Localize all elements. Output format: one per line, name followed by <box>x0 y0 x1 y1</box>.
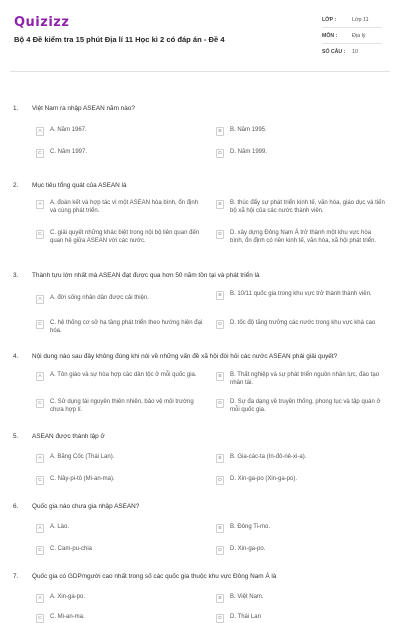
option-text: A. đời sống nhân dân được cải thiện. <box>50 295 149 301</box>
question-text: ASEAN được thành lập ở <box>32 433 105 440</box>
option-text: D. Xin-ga-po. <box>230 546 266 552</box>
option-letter-badge: C <box>36 320 44 329</box>
question-header <box>10 353 390 360</box>
option-text: D. xây dựng Đông Nam Á trở thành một khu vực hòa bình, ổn định có nền kinh tế, văn hóa, xã hội phát triển. <box>230 230 377 244</box>
question-header <box>10 182 390 189</box>
meta-row-question-count <box>322 44 382 60</box>
worksheet-title: Bộ 4 Đề kiểm tra 15 phút Địa lí 11 Học kì 2 có đáp án - Đề 4 <box>14 35 225 44</box>
option-letter-badge: B <box>216 372 224 381</box>
option-letter-badge: C <box>36 476 44 485</box>
option-text: B. Việt Nam. <box>230 594 264 600</box>
question-text: Thành tựu lớn nhất mà ASEAN đạt được qua hơn 50 năm tồn tại và phát triển là <box>32 272 260 279</box>
answer-option-b[interactable] <box>216 200 386 215</box>
option-text: D. Xin-ga-po (Xin-ga-po). <box>230 476 298 482</box>
question-number: 5. <box>13 433 19 440</box>
question-number: 7. <box>13 573 19 580</box>
question-text: Mục tiêu tổng quát của ASEAN là <box>32 182 127 189</box>
meta-label: SỐ CÂU : <box>322 49 346 55</box>
answer-option-b[interactable] <box>216 524 386 533</box>
option-text: C. hệ thống cơ sở hạ tầng phát triển theo hướng hiện đại hóa. <box>50 320 203 334</box>
option-letter-badge: D <box>216 230 224 239</box>
question-number: 3. <box>13 272 19 279</box>
option-text: A. Băng Cốc (Thái Lan). <box>50 454 115 460</box>
answer-option-d[interactable] <box>216 614 386 623</box>
option-letter-badge: D <box>216 614 224 623</box>
option-text: A. Tôn giáo và sự hòa hợp các dân tộc ở mỗi quốc gia. <box>50 372 197 378</box>
option-letter-badge: C <box>36 399 44 408</box>
answer-option-c[interactable] <box>36 614 206 623</box>
answer-option-d[interactable] <box>216 399 386 414</box>
meta-value: Lớp 11 <box>352 16 369 23</box>
option-letter-badge: A <box>36 200 44 209</box>
meta-value: 10 <box>352 49 358 55</box>
answer-option-c[interactable] <box>36 149 206 158</box>
answer-option-b[interactable] <box>216 291 386 300</box>
option-letter-badge: A <box>36 524 44 533</box>
option-letter-badge: A <box>36 372 44 381</box>
option-letter-badge: A <box>36 594 44 603</box>
answer-option-b[interactable] <box>216 127 386 136</box>
option-letter-badge: C <box>36 546 44 555</box>
question-header <box>10 503 390 510</box>
option-letter-badge: D <box>216 320 224 329</box>
option-text: B. Thất nghiệp và sự phát triển nguồn nhân lực, đào tạo nhân tài. <box>230 372 380 386</box>
question-text: Việt Nam ra nhập ASEAN năm nào? <box>32 105 135 112</box>
option-letter-badge: A <box>36 295 44 304</box>
option-text: C. Mi-an-ma. <box>50 614 85 620</box>
option-letter-badge: C <box>36 149 44 158</box>
option-text: A. Xin-ga-po. <box>50 594 86 600</box>
question-header <box>10 105 390 112</box>
quizizz-logo: Quizizz <box>14 15 70 30</box>
answer-option-a[interactable] <box>36 524 206 533</box>
option-text: D. Năm 1999. <box>230 149 268 155</box>
answer-option-a[interactable] <box>36 127 206 136</box>
option-text: C. Năm 1997. <box>50 149 88 155</box>
answer-option-d[interactable] <box>216 320 386 329</box>
option-letter-badge: D <box>216 149 224 158</box>
answer-option-c[interactable] <box>36 546 206 555</box>
meta-value: Địa lý <box>352 32 366 39</box>
worksheet-header <box>10 10 390 72</box>
option-letter-badge: B <box>216 594 224 603</box>
option-text: B. Đông Ti-mo. <box>230 524 271 530</box>
option-text: C. Cam-pu-chia <box>50 546 93 552</box>
option-text: C. Sử dụng tài nguyên thiên nhiên, bảo vệ môi trường chưa hợp lí. <box>50 399 194 413</box>
question-number: 1. <box>13 105 19 112</box>
worksheet-meta <box>322 12 382 60</box>
answer-option-d[interactable] <box>216 149 386 158</box>
answer-option-c[interactable] <box>36 476 206 485</box>
answer-option-b[interactable] <box>216 594 386 603</box>
answer-option-a[interactable] <box>36 295 206 304</box>
question-header <box>10 573 390 580</box>
option-letter-badge: B <box>216 454 224 463</box>
option-letter-badge: A <box>36 127 44 136</box>
answer-option-c[interactable] <box>36 320 206 335</box>
question-header <box>10 272 390 279</box>
meta-row-subject <box>322 28 382 44</box>
question-number: 2. <box>13 182 19 189</box>
question-text: Quốc gia có GDP/người cao nhất trong số các quốc gia thuộc khu vực Đông Nam Á là <box>32 573 277 580</box>
option-letter-badge: D <box>216 476 224 485</box>
answer-option-a[interactable] <box>36 454 206 463</box>
answer-option-c[interactable] <box>36 399 206 414</box>
option-text: A. đoàn kết và hợp tác vì một ASEAN hòa bình, ổn định và cùng phát triển. <box>50 200 199 214</box>
option-letter-badge: A <box>36 454 44 463</box>
option-text: B. thúc đẩy sự phát triển kinh tế, văn hóa, giáo dục và tiến bộ xã hội của các nước thành viên. <box>230 200 385 214</box>
answer-option-b[interactable] <box>216 372 386 387</box>
meta-label: LỚP : <box>322 16 337 23</box>
question-number: 6. <box>13 503 19 510</box>
option-text: D. Sự đa dạng về truyền thống, phong tục và tập quán ở mỗi quốc gia. <box>230 399 381 413</box>
option-letter-badge: B <box>216 291 224 300</box>
question-text: Nội dung nào sau đây không đúng khi nói về những vấn đề xã hội đòi hỏi các nước ASEAN phải giải quyết? <box>32 353 338 360</box>
answer-option-a[interactable] <box>36 594 206 603</box>
option-letter-badge: B <box>216 524 224 533</box>
answer-option-d[interactable] <box>216 230 386 245</box>
option-text: B. 10/11 quốc gia trong khu vực trở thành thành viên. <box>230 291 372 297</box>
option-text: D. Thái Lan <box>230 614 261 620</box>
option-letter-badge: C <box>36 230 44 239</box>
answer-option-d[interactable] <box>216 476 386 485</box>
option-text: A. Năm 1967. <box>50 127 87 133</box>
option-letter-badge: D <box>216 546 224 555</box>
option-letter-badge: B <box>216 200 224 209</box>
question-header <box>10 433 390 440</box>
option-text: C. giải quyết những khác biệt trong nội bộ liên quan đến quan hệ giữa ASEAN với các nước. <box>50 230 200 244</box>
question-number: 4. <box>13 353 19 360</box>
answer-option-a[interactable] <box>36 372 206 381</box>
meta-label: MÔN : <box>322 32 338 39</box>
option-text: C. Nây-pi-tô (Mi-an-ma). <box>50 476 115 482</box>
meta-row-class <box>322 12 382 28</box>
option-letter-badge: C <box>36 614 44 623</box>
option-text: B. Năm 1995. <box>230 127 267 133</box>
answer-option-a[interactable] <box>36 200 206 215</box>
option-letter-badge: B <box>216 127 224 136</box>
option-text: A. Lào. <box>50 524 70 530</box>
option-letter-badge: D <box>216 399 224 408</box>
option-text: D. tốc độ tăng trưởng các nước trong khu vực khá cao <box>230 320 376 326</box>
option-text: B. Gia-các-ta (In-đô-nê-xi-a). <box>230 454 307 460</box>
answer-option-c[interactable] <box>36 230 206 245</box>
question-text: Quốc gia nào chưa gia nhập ASEAN? <box>32 503 140 510</box>
answer-option-b[interactable] <box>216 454 386 463</box>
answer-option-d[interactable] <box>216 546 386 555</box>
